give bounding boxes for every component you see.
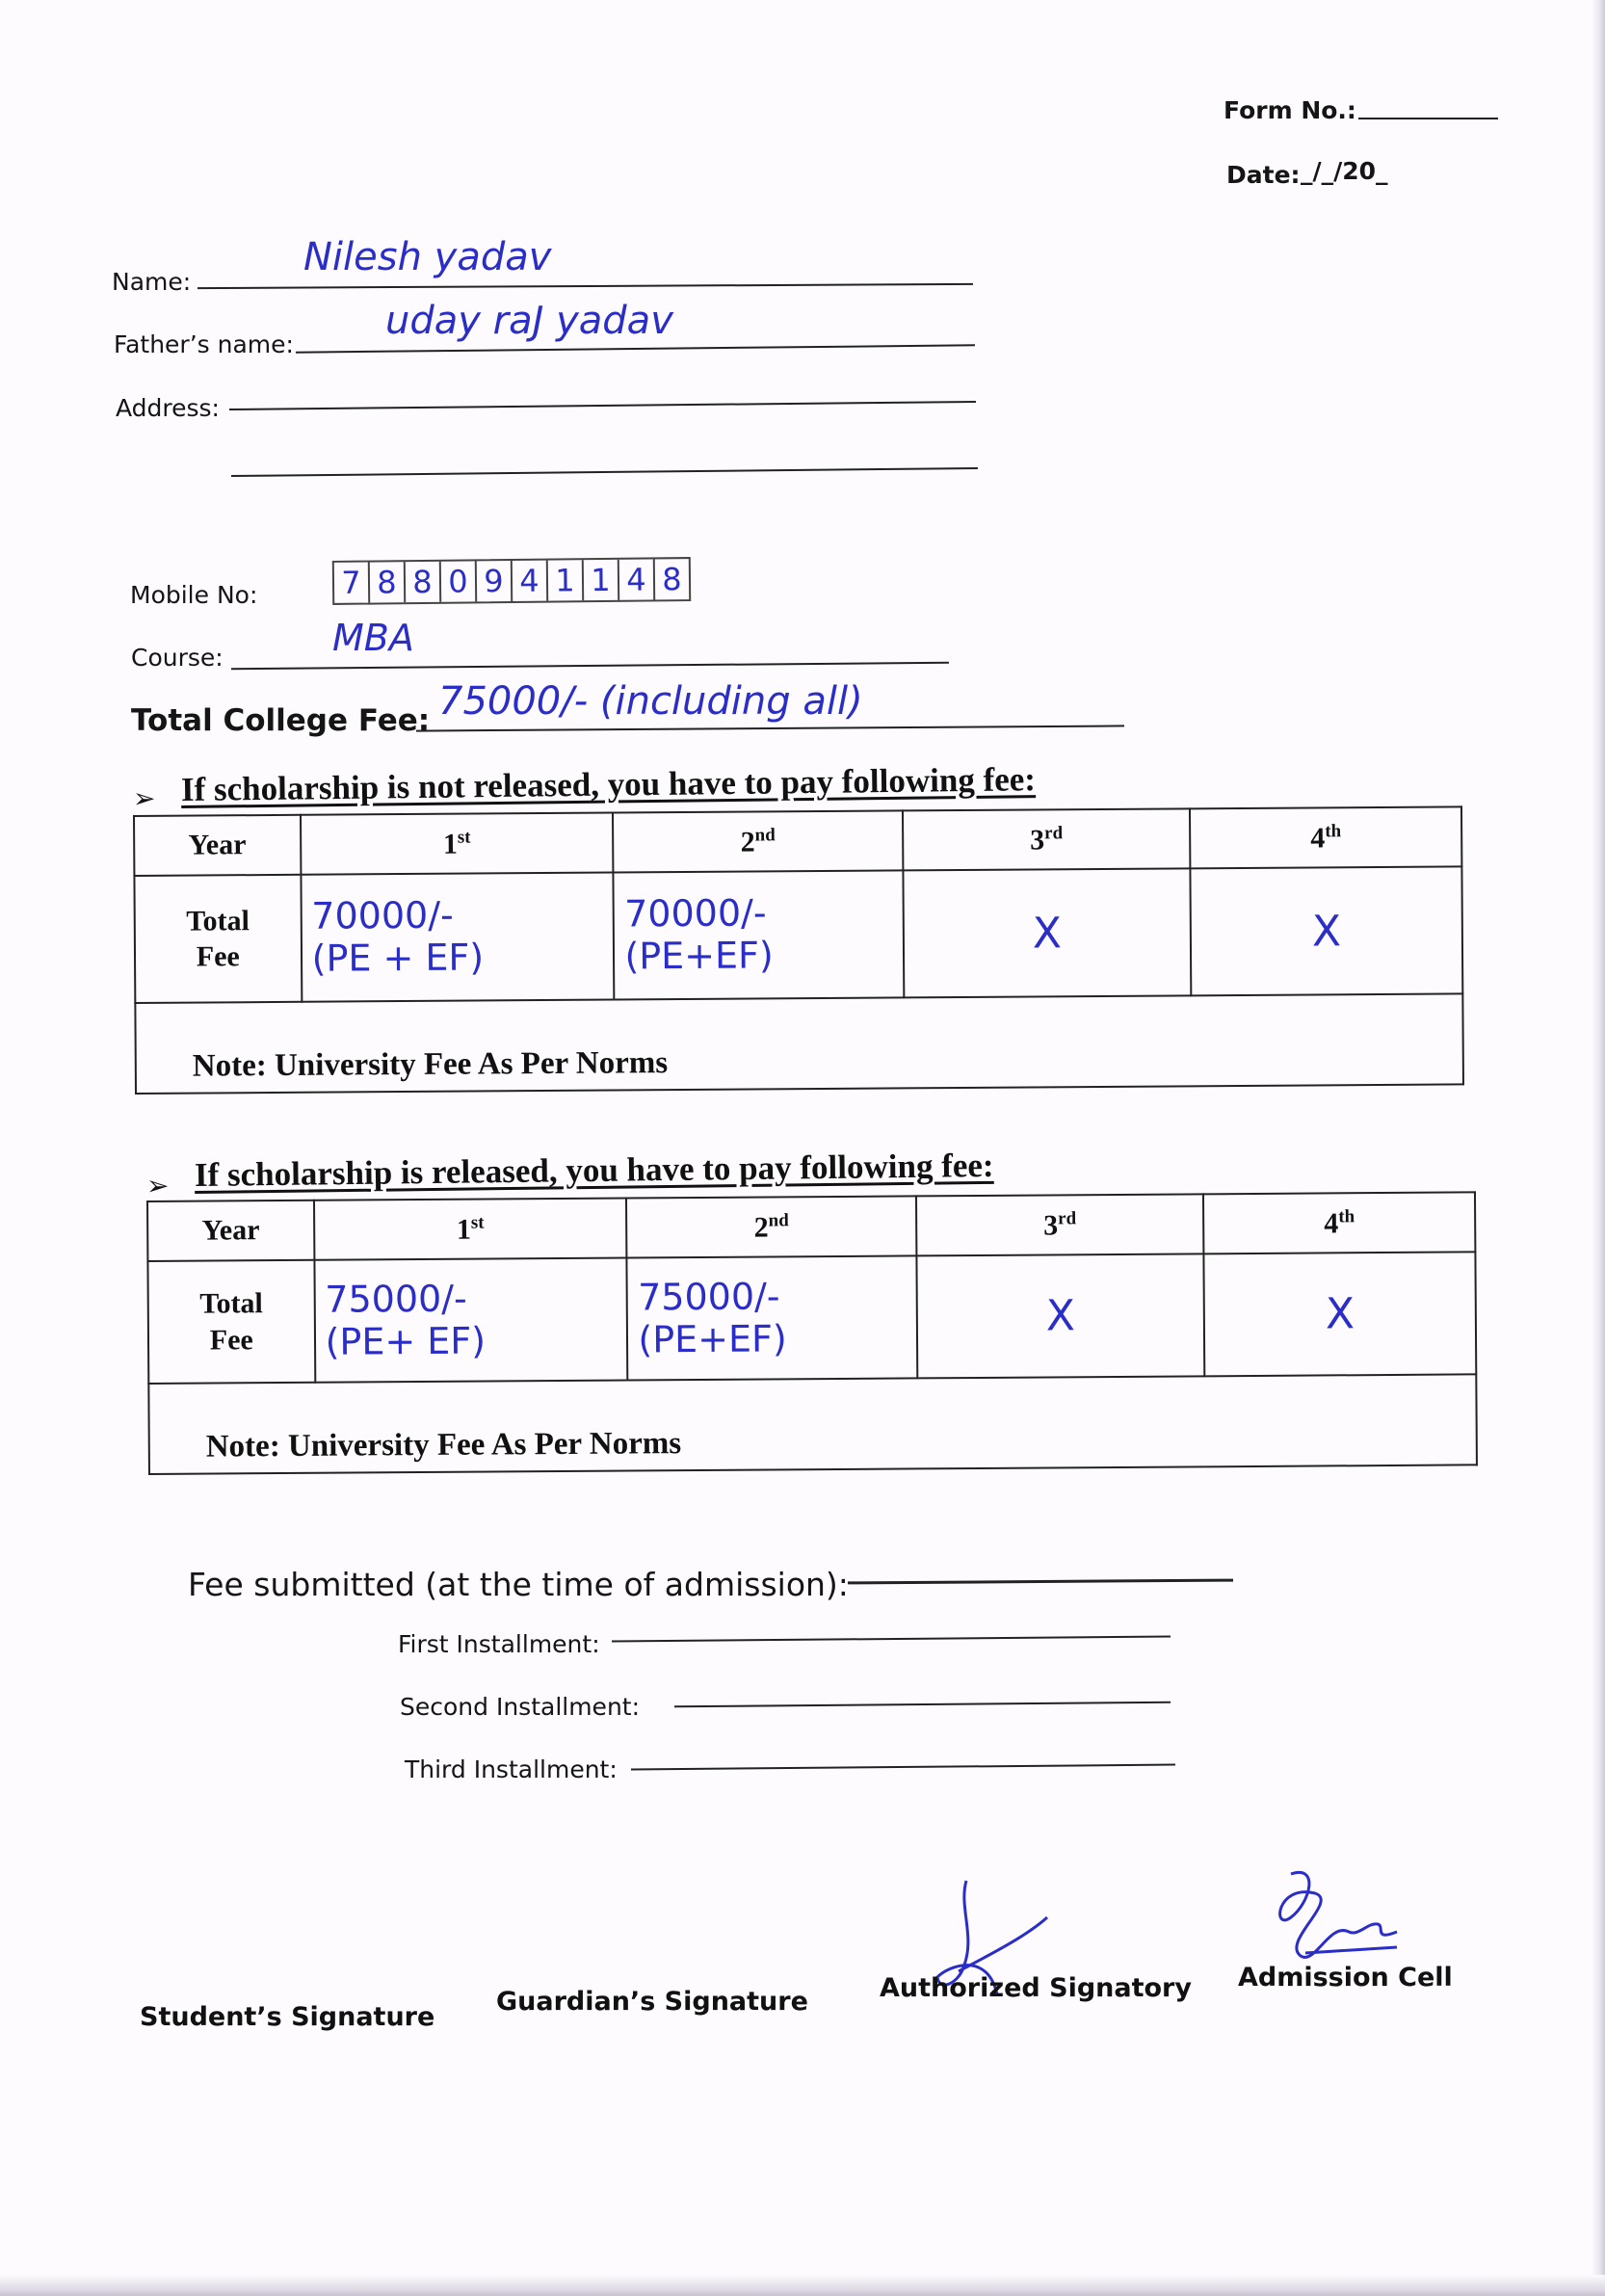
student-signature-label: Student’s Signature — [140, 2002, 435, 2032]
name-value: Nilesh yadav — [303, 235, 552, 279]
mobile-digit: 7 — [334, 563, 370, 603]
fee-table-not-released — [133, 805, 1464, 1095]
year-header: Year — [134, 815, 301, 876]
year-col-2: 2nd — [626, 1196, 916, 1257]
paper-edge-bottom — [0, 2275, 1605, 2296]
mobile-digit: 8 — [406, 562, 441, 602]
total-fee-label: Total College Fee: — [131, 703, 431, 738]
mobile-digit: 8 — [370, 562, 406, 602]
mobile-digit: 0 — [441, 561, 477, 601]
year-col-2: 2nd — [613, 810, 903, 872]
authorized-signatory-label: Authorized Signatory — [880, 1973, 1192, 2003]
name-label: Name: — [112, 268, 192, 296]
note-university-fee: Note: University Fee As Per Norms — [135, 993, 1463, 1094]
year-col-4: 4th — [1203, 1192, 1475, 1254]
date-label: Date: — [1226, 161, 1301, 189]
bullet-arrow-icon: ➢ — [146, 1170, 170, 1201]
course-value: MBA — [332, 617, 414, 659]
mobile-digit: 1 — [548, 560, 584, 600]
fee-cell-year-4: X — [1204, 1252, 1477, 1376]
year-header: Year — [147, 1201, 314, 1261]
guardian-signature-label: Guardian’s Signature — [496, 1987, 808, 2017]
first-installment-label: First Installment: — [398, 1630, 600, 1658]
fee-submitted-heading: Fee submitted (at the time of admission): — [188, 1566, 849, 1603]
mobile-digit: 1 — [584, 560, 619, 600]
total-fee-row-label: Total Fee — [147, 1260, 314, 1384]
year-col-3: 3rd — [903, 808, 1191, 870]
mobile-label: Mobile No: — [130, 581, 258, 609]
mobile-digit: 4 — [513, 561, 548, 601]
mobile-digit-boxes — [332, 557, 691, 605]
date-value: _/_/20_ — [1301, 157, 1388, 185]
section-heading-not-released: If scholarship is not released, you have to pay following fee: — [180, 760, 1037, 808]
fee-cell-year-1: 70000/- (PE + EF) — [301, 873, 615, 1002]
form-no-line — [1358, 118, 1498, 119]
third-installment-label: Third Installment: — [405, 1755, 618, 1783]
year-col-3: 3rd — [916, 1194, 1204, 1255]
year-col-1: 1st — [301, 813, 614, 875]
course-label: Course: — [131, 644, 224, 672]
admission-cell-label: Admission Cell — [1238, 1963, 1453, 1993]
address-label: Address: — [116, 394, 220, 422]
note-university-fee: Note: University Fee As Per Norms — [148, 1374, 1477, 1474]
mobile-digit: 8 — [662, 561, 682, 598]
year-col-1: 1st — [314, 1199, 627, 1260]
father-name-value: uday raJ yadav — [385, 299, 673, 343]
paper-edge-right — [1592, 0, 1605, 2296]
fee-cell-year-3: X — [916, 1254, 1204, 1378]
fee-cell-year-1: 75000/- (PE+ EF) — [314, 1258, 628, 1383]
father-name-label: Father’s name: — [114, 330, 294, 358]
fee-cell-year-2: 75000/- (PE+EF) — [627, 1255, 917, 1380]
fee-cell-year-4: X — [1191, 866, 1463, 995]
fee-cell-year-2: 70000/- (PE+EF) — [614, 870, 904, 999]
bullet-arrow-icon: ➢ — [133, 782, 156, 814]
year-col-4: 4th — [1190, 806, 1461, 868]
section-heading-released: If scholarship is released, you have to pay following fee: — [194, 1146, 994, 1194]
form-no-label: Form No.: — [1223, 96, 1356, 124]
total-fee-row-label: Total Fee — [134, 875, 302, 1003]
mobile-digit: 9 — [477, 561, 513, 601]
mobile-digit: 4 — [619, 559, 655, 599]
fee-cell-year-3: X — [903, 868, 1191, 997]
second-installment-label: Second Installment: — [400, 1693, 641, 1721]
total-fee-value: 75000/- (including all) — [438, 679, 863, 724]
fee-table-released — [146, 1191, 1478, 1475]
